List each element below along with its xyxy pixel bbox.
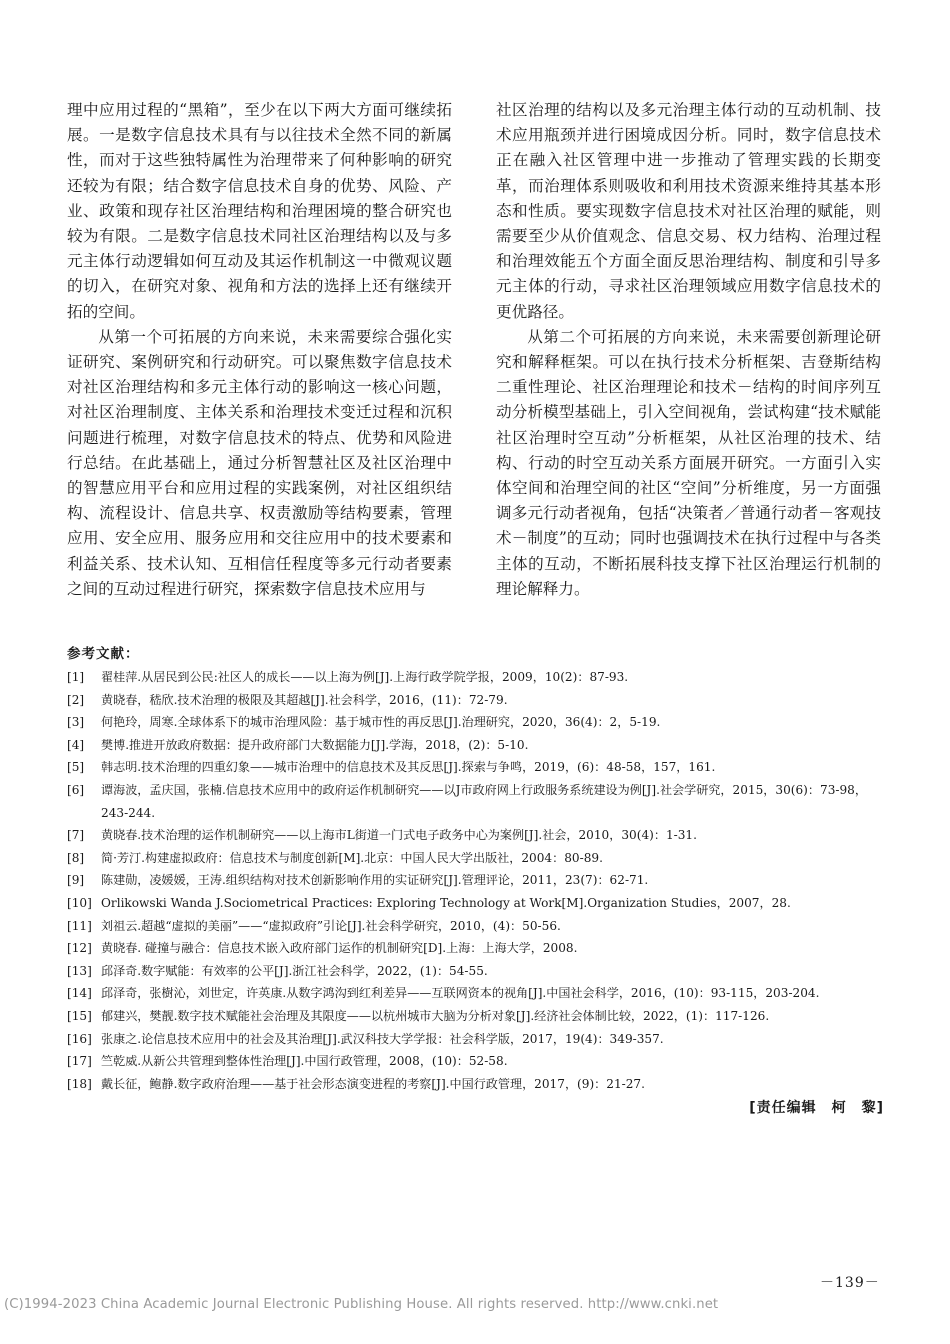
reference-number: [9] [67,873,85,888]
responsible-editor: [责任编辑 柯 黎] [749,1100,884,1116]
reference-text: 邱泽奇.数字赋能：有效率的公平[J].浙江社会科学，2022，(1)：54-55. [101,963,488,978]
paragraph: 从第一个可拓展的方向来说，未来需要综合强化实证研究、案例研究和行动研究。可以聚焦数字信息技术对社区治理结构和多元主体行动的影响这一核心问题，对社区治理制度、主体关系和治理技术变迁过程和沉积问题进行梳理，对数字信息技术的特点、优势和风险进行总结。在此基础上，通过分析智慧社区及社区治理中的智慧应用平台和应用过程的实践案例，对社区组织结构、流程设计、信息共享、权责激励等结构要素，管理应用、安全应用、服务应用和交往应用中的技术要素和利益关系、技术认知、互相信任程度等多元行动者要素之间的互动过程进行研究，探索数字信息技术应用与 [67,327,452,598]
reference-item [67,711,887,734]
reference-text: 简·芳汀.构建虚拟政府：信息技术与制度创新[M].北京：中国人民大学出版社，2004：80-89. [101,850,603,865]
reference-number: [12] [67,941,92,956]
reference-number: [18] [67,1076,92,1091]
reference-item [67,892,887,915]
reference-text: 戴长征，鲍静.数字政府治理——基于社会形态演变进程的考察[J].中国行政管理，2017，(9)：21-27. [101,1076,645,1091]
reference-item [67,915,887,938]
reference-number: [6] [67,782,85,797]
reference-item [67,869,887,892]
reference-text: 韩志明.技术治理的四重幻象——城市治理中的信息技术及其反思[J].探索与争鸣，2019，(6)：48-58，157，161. [101,760,716,775]
reference-number: [11] [67,918,92,933]
reference-text: 邱泽奇，张樹沁，刘世定，许英康.从数字鸿沟到红利差异——互联网资本的视角[J].中国社会科学，2016，(10)：93-115，203-204. [101,986,820,1001]
paragraph: 社区治理的结构以及多元治理主体行动的互动机制、技术应用瓶颈并进行困境成因分析。同时，数字信息技术正在融入社区管理中进一步推动了管理实践的长期变革，而治理体系则吸收和利用技术资源来维持其基本形态和性质。要实现数字信息技术对社区治理的赋能，则需要至少从价值观念、信息交易、权力结构、治理过程和治理效能五个方面全面反思治理结构、制度和引导多元主体的行动，寻求社区治理领域应用数字信息技术的更优路径。 [496,101,881,321]
references-heading: 参考文献： [67,646,140,662]
reference-number: [17] [67,1054,92,1069]
reference-text: 郁建兴，樊靓.数字技术赋能社会治理及其限度——以杭州城市大脑为分析对象[J].经济社会体制比较，2022，(1)：117-126. [101,1008,770,1023]
reference-text: Orlikowski Wanda J.Sociometrical Practices: Exploring Technology at Work[M].Organization Studies，2007，28. [101,895,791,910]
reference-number: [1] [67,670,85,684]
reference-text: 黄晓春，嵇欣.技术治理的极限及其超越[J].社会科学，2016，(11)：72-79. [101,692,508,707]
reference-item [67,847,887,870]
reference-item [67,824,887,847]
reference-number: [8] [67,850,85,865]
reference-text: 陈建勋，凌媛媛，王涛.组织结构对技术创新影响作用的实证研究[J].管理评论，2011，23(7)：62-71. [101,873,649,888]
body-column-right [496,98,881,602]
reference-text: 刘祖云.超越“虚拟的美丽”——“虚拟政府”引论[J].社会科学研究，2010，(4)：50-56. [101,918,561,933]
reference-text: 何艳玲，周寒.全球体系下的城市治理风险：基于城市性的再反思[J].治理研究，2020，36(4)：2，5-19. [101,715,661,730]
reference-text: 翟桂萍.从居民到公民:社区人的成长——以上海为例[J].上海行政学院学报，2009，10(2)：87-93. [101,670,629,684]
paragraph: 理中应用过程的“黑箱”，至少在以下两大方面可继续拓展。一是数字信息技术具有与以往技术全然不同的新属性，而对于这些独特属性为治理带来了何种影响的研究还较为有限；结合数字信息技术自身的优势、风险、产业、政策和现存社区治理结构和治理困境的整合研究也较为有限。二是数字信息技术同社区治理结构以及与多元主体行动逻辑如何互动及其运作机制这一中微观议题的切入，在研究对象、视角和方法的选择上还有继续开拓的空间。 [67,101,452,321]
reference-number: [10] [67,895,92,910]
reference-number: [5] [67,760,85,775]
reference-item [67,937,887,960]
reference-text: 樊博.推进开放政府数据：提升政府部门大数据能力[J].学海，2018，(2)：5-10. [101,737,529,752]
reference-number: [7] [67,828,85,843]
reference-text: 谭海波，孟庆国，张楠.信息技术应用中的政府运作机制研究——以J市政府网上行政服务系统建设为例[J].社会学研究，2015，30(6)：73-98，243-244. [101,782,867,820]
reference-item [67,734,887,757]
reference-item [67,689,887,712]
reference-list [67,666,887,1095]
reference-text: 黄晓春. 碰撞与融合：信息技术嵌入政府部门运作的机制研究[D].上海：上海大学，2008. [101,941,578,956]
reference-number: [14] [67,986,92,1001]
page-number: －139－ [820,1275,880,1291]
reference-number: [3] [67,715,85,730]
reference-number: [16] [67,1031,92,1046]
reference-text: 竺乾威.从新公共管理到整体性治理[J].中国行政管理，2008，(10)：52-58. [101,1054,508,1069]
reference-item [67,666,887,689]
reference-item [67,1005,887,1028]
reference-item [67,982,887,1005]
reference-number: [2] [67,692,85,707]
paragraph: 从第二个可拓展的方向来说，未来需要创新理论研究和解释框架。可以在执行技术分析框架、吉登斯结构二重性理论、社区治理理论和技术－结构的时间序列互动分析模型基础上，引入空间视角，尝试构建“技术赋能社区治理时空互动”分析框架，从社区治理的技术、结构、行动的时空互动关系方面展开研究。一方面引入实体空间和治理空间的社区“空间”分析维度，另一方面强调多元行动者视角，包括“决策者／普通行动者－客观技术－制度”的互动；同时也强调技术在执行过程中与各类主体的互动，不断拓展科技支撑下社区治理运行机制的理论解释力。 [496,327,881,598]
reference-item [67,960,887,983]
body-column-left [67,98,452,602]
reference-item [67,756,887,779]
reference-item [67,1028,887,1051]
reference-item [67,779,887,824]
reference-item [67,1050,887,1073]
copyright-footer: (C)1994-2023 China Academic Journal Electronic Publishing House. All rights reserved. http://www.cnki.net [4,1297,719,1312]
reference-text: 黄晓春.技术治理的运作机制研究——以上海市L街道一门式电子政务中心为案例[J].社会，2010，30(4)：1-31. [101,828,697,843]
reference-number: [4] [67,737,85,752]
reference-number: [15] [67,1008,92,1023]
reference-item [67,1073,887,1096]
reference-number: [13] [67,963,92,978]
reference-text: 张康之.论信息技术应用中的社会及其治理[J].武汉科技大学学报：社会科学版，2017，19(4)：349-357. [101,1031,664,1046]
